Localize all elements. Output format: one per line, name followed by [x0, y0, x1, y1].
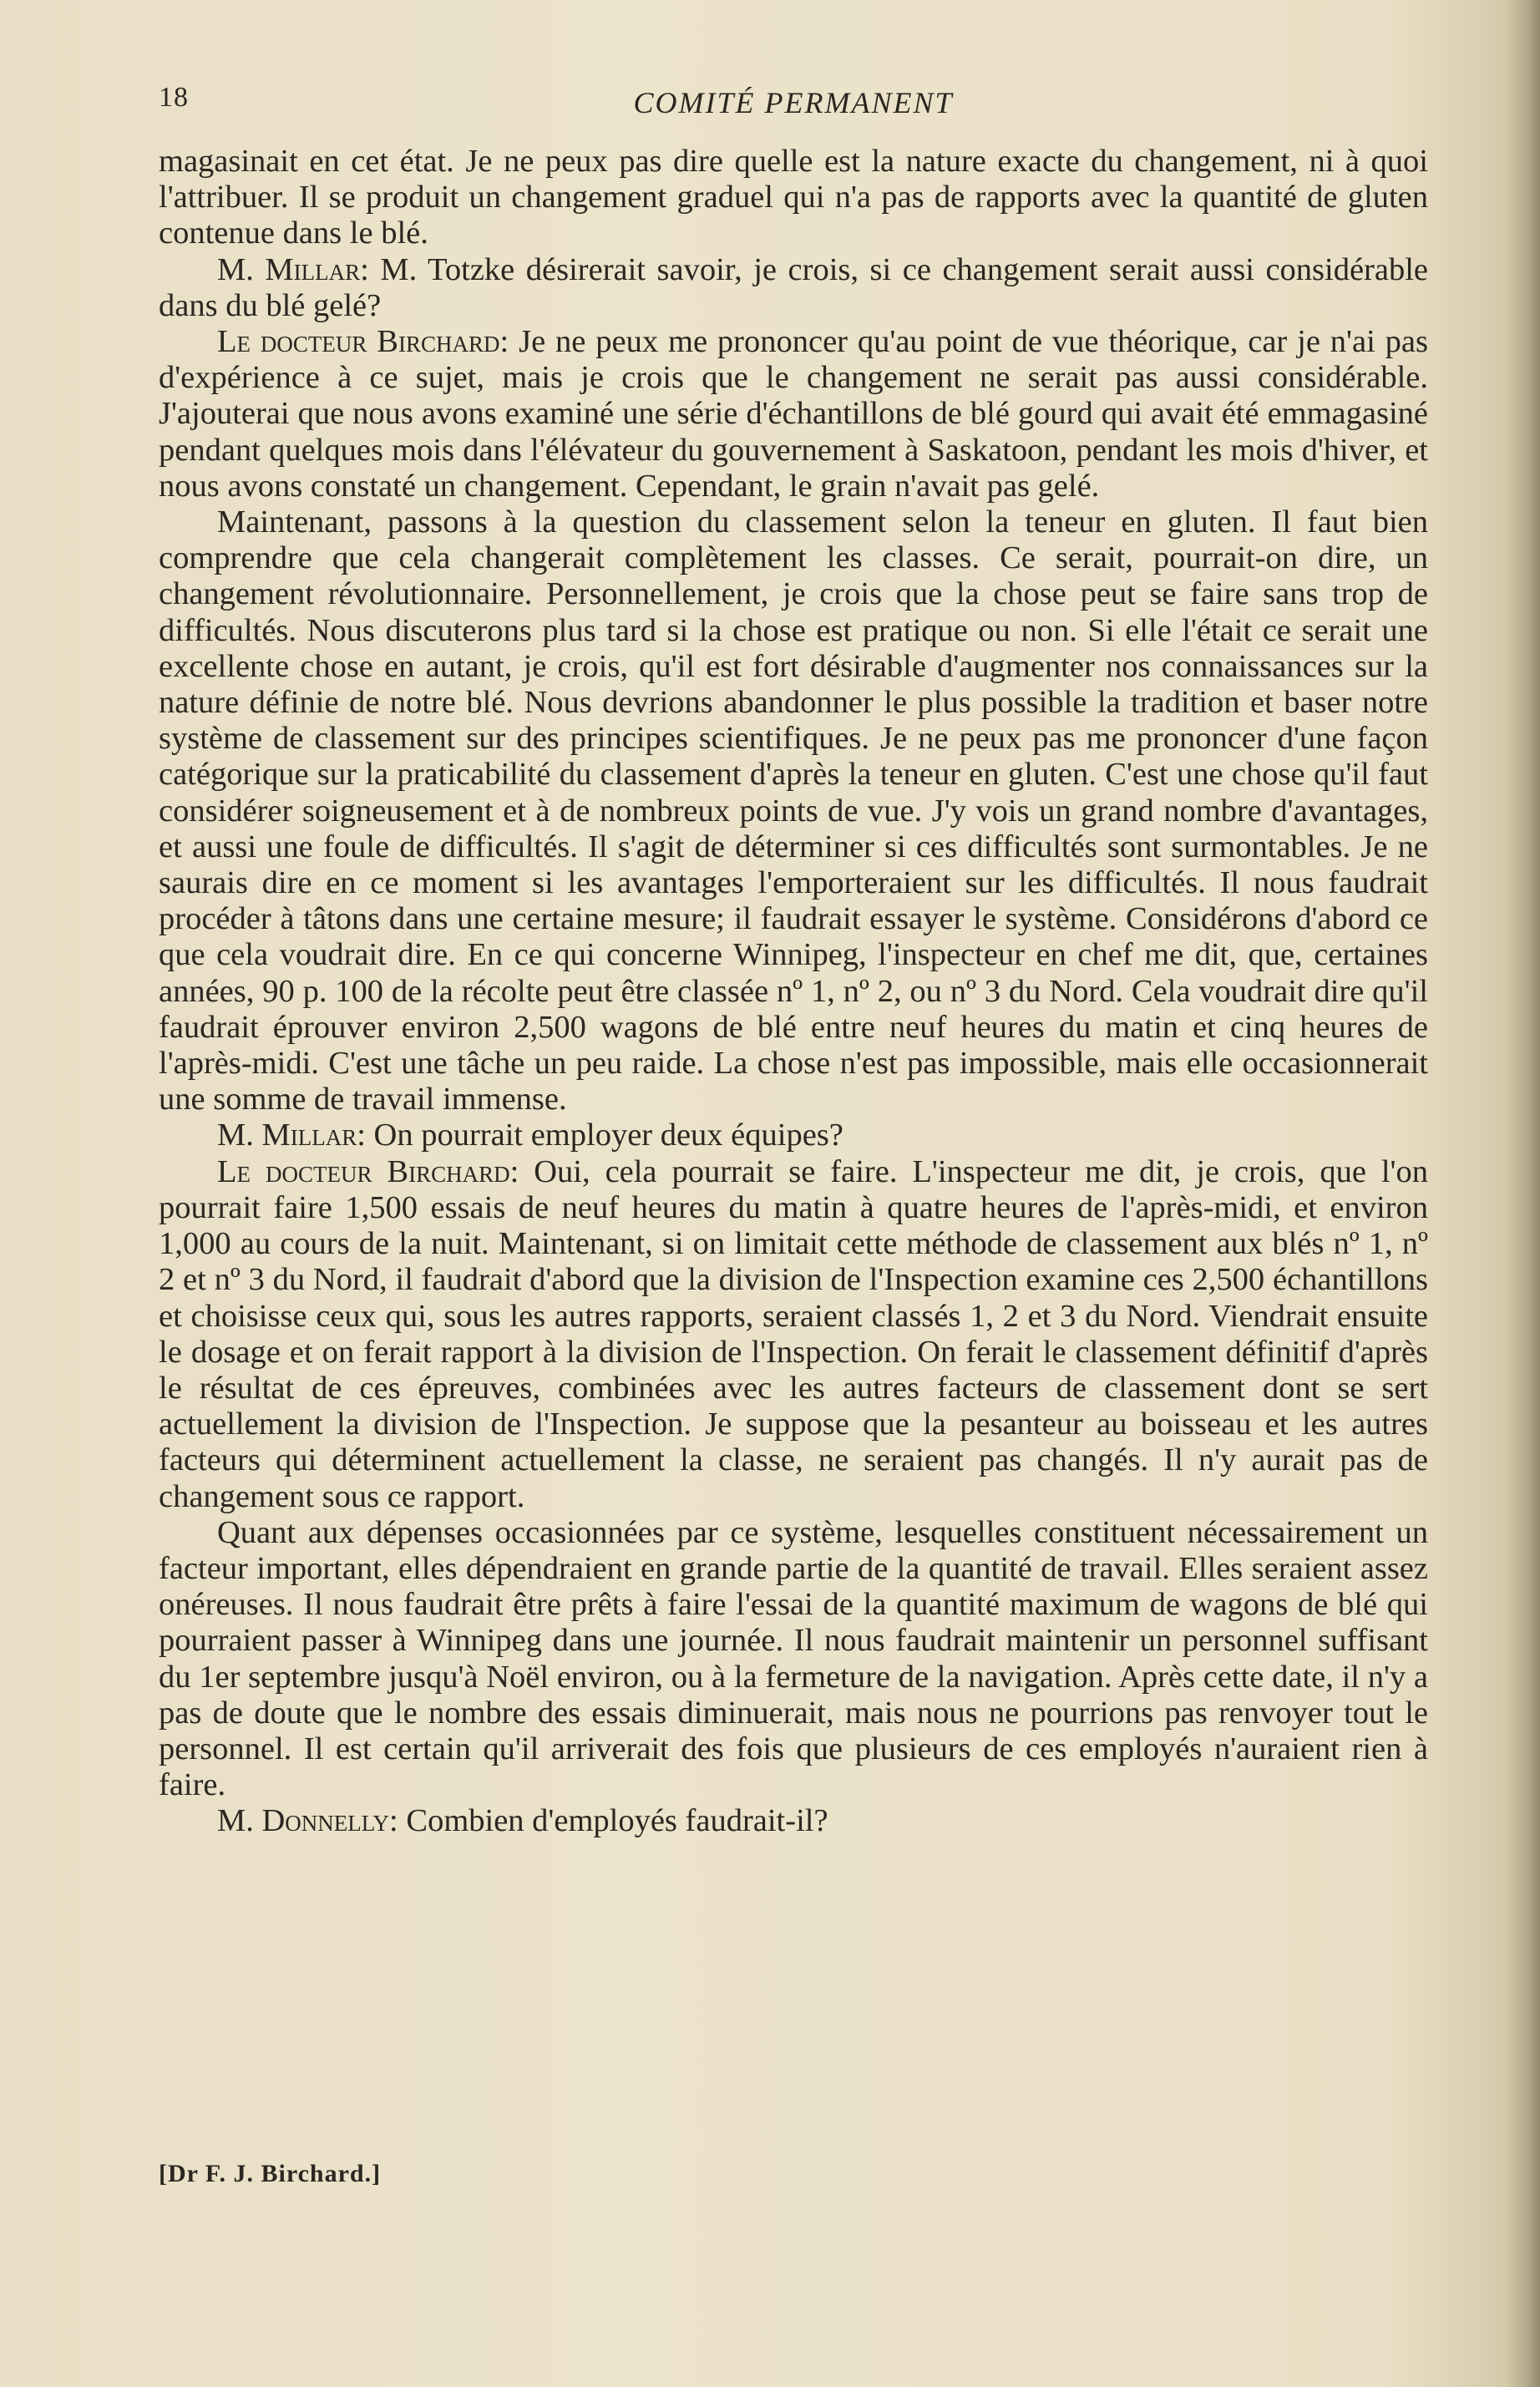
speaker-name: Le docteur Birchard: [217, 324, 509, 360]
speaker-name: M. Donnelly: [217, 1803, 398, 1839]
paragraph-text: Je ne peux me prononcer qu'au point de vue théorique, car je n'ai pas d'expérience à ce sujet, mais je crois que le changement ne serait pas aussi considérable. J'ajouterai que nous avons examiné une série d'échantillons de blé gourd qui avait été emmagasiné pendant quelques mois dans l'élévateur du gouvernement à Saskatoon, pendant les mois d'hiver, et nous avons constaté un changement. Cependant, le grain n'avait pas gelé. [159, 324, 1428, 504]
paragraph-text: On pourrait employer deux équipes? [365, 1117, 843, 1153]
speaker-name: M. Millar: [217, 1117, 366, 1153]
paragraph-expenses [159, 1515, 1428, 1804]
running-title: COMITÉ PERMANENT [633, 86, 954, 119]
page-edge-shadow [1507, 0, 1540, 2387]
paragraph-text: Quant aux dépenses occasionnées par ce système, lesquelles constituent nécessairement un facteur important, elles dépendraient en grande partie de la quantité de travail. Elles seraient assez onéreuses. Il nous faudrait être prêts à faire l'essai de la quantité maximum de wagons de blé qui pourraient passer à Winnipeg dans une journée. Il nous faudrait maintenir un personnel suffisant du 1er septembre jusqu'à Noël environ, ou à la fermeture de la navigation. Après cette date, il n'y a pas de doute que le nombre des essais diminuerait, mais nous ne pourrions pas renvoyer tout le personnel. Il est certain qu'il arriverait des fois que plusieurs de ces employés n'auraient rien à faire. [159, 1514, 1428, 1803]
paragraph-birchard-2 [159, 1154, 1428, 1515]
speaker-name: Le docteur Birchard: [217, 1153, 519, 1189]
paragraph-text: Maintenant, passons à la question du classement selon la teneur en gluten. Il faut bien comprendre que cela changerait complètement les classes. Ce serait, pourrait-on dire, un changement révolutionnaire. Personnellement, je crois que la chose peut se faire sans trop de difficultés. Nous discuterons plus tard si la chose est pratique ou non. Si elle l'était ce serait une excellente chose en autant, je crois, qu'il est fort désirable d'augmenter nos connaissances sur la nature définie de notre blé. Nous devrions abandonner le plus possible la tradition et baser notre système de classement sur des principes scientifiques. Je ne peux pas me prononcer d'une façon catégorique sur la praticabilité du classement d'après la teneur en gluten. C'est une chose qu'il faut considérer soigneusement et à de nombreux points de vue. J'y vois un grand nombre d'avantages, et aussi une foule de difficultés. Il s'agit de déterminer si ces difficultés sont surmontables. Je ne saurais dire en ce moment si les avantages l'emporteraient sur les difficultés. Il nous faudrait procéder à tâtons dans une certaine mesure; il faudrait essayer le système. Considérons d'abord ce que cela voudrait dire. En ce qui concerne Winnipeg, l'inspecteur en chef me dit, que, certaines années, 90 p. 100 de la récolte peut être classée nº 1, nº 2, ou nº 3 du Nord. Cela voudrait dire qu'il faudrait éprouver environ 2,500 wagons de blé entre neuf heures du matin et cinq heures de l'après-midi. C'est une tâche un peu raide. La chose n'est pas impossible, mais elle occasionnerait une somme de travail immense. [159, 504, 1428, 1117]
body-text [159, 144, 1428, 1840]
footer-signature: [Dr F. J. Birchard.] [159, 2160, 382, 2187]
page-header [159, 82, 1428, 132]
paragraph-text: M. Totzke désirerait savoir, je crois, si ce changement serait aussi considérable dans du blé gelé? [159, 251, 1428, 323]
paragraph-birchard-1 [159, 324, 1428, 504]
paragraph-text: Oui, cela pourrait se faire. L'inspecteur me dit, je crois, que l'on pourrait faire 1,500 essais de neuf heures du matin à quatre heures de l'après-midi, et environ 1,000 au cours de la nuit. Maintenant, si on limitait cette méthode de classement aux blés nº 1, nº 2 et nº 3 du Nord, il faudrait d'abord que la division de l'Inspection examine ces 2,500 échantillons et choisisse ceux qui, sous les autres rapports, seraient classés 1, 2 et 3 du Nord. Viendrait ensuite le dosage et on ferait rapport à la division de l'Inspection. On ferait le classement définitif d'après le résultat de ces épreuves, combinées avec les autres facteurs de classement dont se sert actuellement la division de l'Inspection. Je suppose que la pesanteur au boisseau et les autres facteurs qui déterminent actuellement la classe, ne seraient pas changés. Il n'y aurait pas de changement sous ce rapport. [159, 1153, 1428, 1514]
paragraph-donnelly [159, 1803, 1428, 1839]
speaker-name: M. Millar: [217, 251, 369, 287]
paragraph-text: magasinait en cet état. Je ne peux pas dire quelle est la nature exacte du changement, ni à quoi l'attribuer. Il se produit un changement graduel qui n'a pas de rapports avec la quantité de gluten contenue dans le blé. [159, 144, 1428, 251]
paragraph-millar-2 [159, 1117, 1428, 1153]
page-number: 18 [159, 82, 189, 113]
paragraph-continuation [159, 144, 1428, 252]
paragraph-millar-1 [159, 252, 1428, 324]
paragraph-gluten-classification [159, 504, 1428, 1117]
paragraph-text: Combien d'employés faudrait-il? [398, 1803, 828, 1839]
